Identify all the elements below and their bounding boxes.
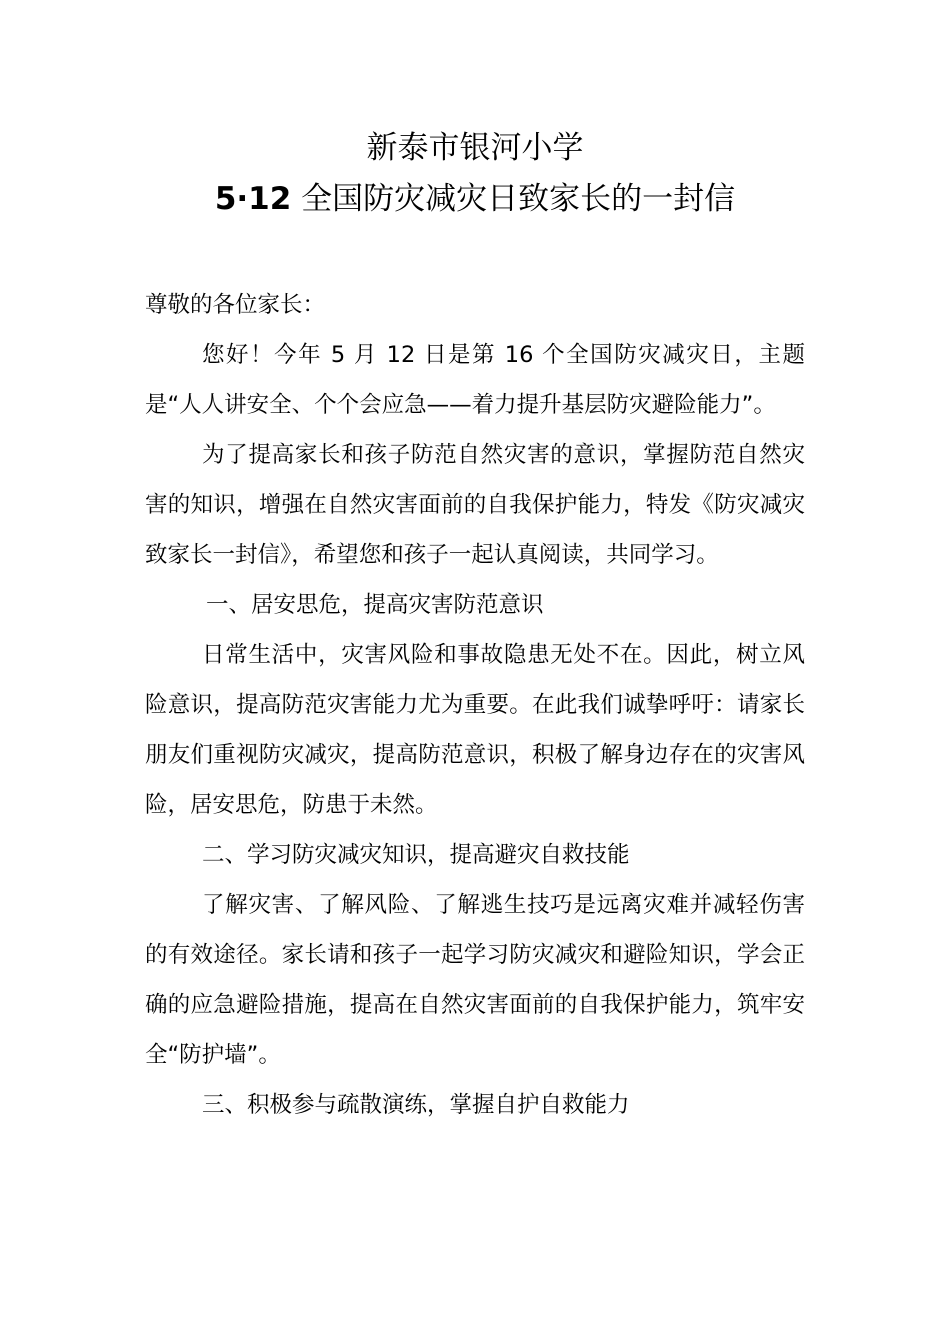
section-body-2: 了解灾害、了解风险、了解逃生技巧是远离灾难并减轻伤害的有效途径。家长请和孩子一起学习防灾减灾和避险知识，学会正确的应急避险措施，提高在自然灾害面前的自我保护能力，筑牢安全“防护墙”。	[145, 892, 805, 1068]
title-text: 全国防灾减灾日致家长的一封信	[291, 181, 736, 217]
letter-body	[145, 280, 805, 1130]
section-heading-3: 三、积极参与疏散演练，掌握自护自救能力	[202, 1092, 630, 1118]
title-date-number: 5·12	[214, 181, 292, 217]
section-body-1: 日常生活中，灾害风险和事故隐患无处不在。因此，树立风险意识，提高防范灾害能力尤为重要。在此我们诚挚呼吁：请家长朋友们重视防灾减灾，提高防范意识，积极了解身边存在的灾害风险，居安思危，防患于未然。	[145, 642, 805, 818]
section-heading-1: 一、居安思危，提高灾害防范意识	[206, 592, 544, 618]
section-heading-2: 二、学习防灾减灾知识，提高避灾自救技能	[202, 842, 630, 868]
paragraph-purpose: 为了提高家长和孩子防范自然灾害的意识，掌握防范自然灾害的知识，增强在自然灾害面前的自我保护能力，特发《防灾减灾致家长一封信》，希望您和孩子一起认真阅读，共同学习。	[145, 442, 805, 568]
paragraph-greeting: 您好！今年 5 月 12 日是第 16 个全国防灾减灾日，主题是“人人讲安全、个个会应急——着力提升基层防灾避险能力”。	[145, 342, 805, 418]
letter-title	[0, 176, 950, 222]
salutation: 尊敬的各位家长：	[145, 292, 326, 318]
school-name: 新泰市银河小学	[366, 130, 584, 166]
